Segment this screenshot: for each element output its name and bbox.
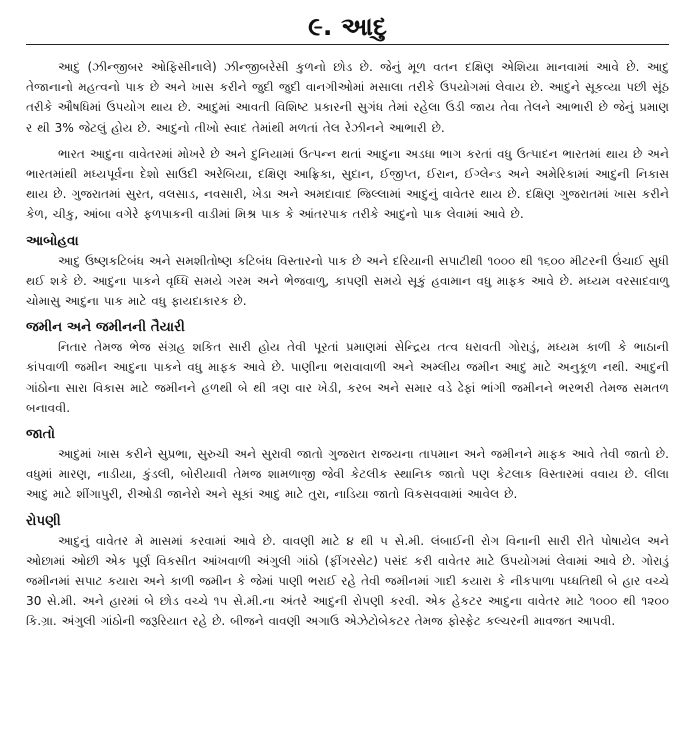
section-body-soil: નિતાર તેમજ ભેજ સંગ્રહ શકિત સારી હોય તેવી પૂરતાં પ્રમાણમાં સેન્દ્રિય તત્વ ધરાવતી ગોરાડું, મધ્યમ કાળી કે ભાઠાની કાંપવાળી જમીન આદુના પાકને વધુ માફક આવે છે. પાણીના ભરાવાવાળી અને અમ્લીય જમીન આદુ માટે અનુકૂળ નથી. આદુની ગાંઠોના સારા વિકાસ માટે જમીનને હળથી બે થી ત્રણ વાર ખેડી, કરબ અને સમાર વડે ઢેફાં ભાંગી જમીનને ભરભરી તેમજ સમતળ બનાવવી. [26, 340, 670, 415]
intro-paragraph-1: આદુ (ઝીન્જીબર ઓફિસીનાલે) ઝીન્જીબરેસી કુળનો છોડ છે. જેનું મૂળ વતન દક્ષિણ એશિયા માનવામાં આવે છે. આદુ તેજાનાનો મહત્વનો પાક છે અને ખાસ કરીને જુદી જુદી વાનગીઓમાં મસાલા તરીકે ઉપયોગમાં લેવાય છે. આદુને સૂકવ્યા પછી સૂંઠ તરીકે ઔષધિમાં ઉપયોગ થાય છે. આદુમાં આવતી વિશિષ્ટ પ્રકારની સુગંધ તેમાં રહેલા ઉડી જાય તેવા તેલને આભારી છે જેનું પ્રમાણ ર થી 3% જેટલું હોય છે. આદુનો તીખો સ્વાદ તેમાંથી મળતાં તેલ રેઝીનને આભારી છે. [26, 60, 669, 135]
section-heading-soil: જમીન અને જમીનની તૈયારી [26, 319, 185, 336]
section-heading-planting: રોપણી [26, 512, 61, 529]
section-body-planting: આદુનું વાવેતર મે માસમાં કરવામાં આવે છે. વાવણી માટે ૪ થી ૫ સે.મી. લંબાઈની રોગ વિનાની સારી રીતે પોષાયેલ અને ઓછામાં ઓછી એક પૂર્ણ વિકસીત આંખવાળી અંગુલી ગાંઠો (ફીંગરસેટ) પસંદ કરી વાવેતર માટે ઉપયોગમાં લેવામાં આવે છે. ગોરાડું જમીનમાં સપાટ કયારા અને કાળી જમીન કે જેમાં પાણી ભરાઈ રહે તેવી જમીનમાં ગાદી કયારા કે નીકપાળા પધ્ધતિથી બે હાર વચ્ચે 30 સે.મી. અને હારમાં બે છોડ વચ્ચે ૧૫ સે.મી.ના અંતરે આદુની રોપણી કરવી. એક હેકટર આદુના વાવેતર માટે ૧૦૦૦ થી ૧૨૦૦ કિ.ગ્રા. અંગુલી ગાંઠોની જરૂરિયાત રહે છે. બીજને વાવણી અગાઉ એઝેટોબેકટર તેમજ ફોસ્ફેટ કલ્ચરની માવજત આપવી. [26, 533, 669, 629]
section-body-climate: આદુ ઉષ્ણકટિબંધ અને સમશીતોષ્ણ કટિબંધ વિસ્તારનો પાક છે અને દરિયાની સપાટીથી ૧૦૦૦ થી ૧૬૦૦ મીટરની ઉંચાઈ સુધી થઈ શકે છે. આદુના પાકને વૃધ્ધિ સમયે ગરમ અને ભેજવાળુ, કાપણી સમયે સૂકું હવામાન વધુ માફક આવે છે. મધ્યમ વરસાદવાળુ ચોમાસુ આદુના પાક માટે વધુ ફાયદાકારક છે. [26, 253, 669, 309]
title-divider [26, 44, 669, 45]
intro-paragraph-2: ભારત આદુના વાવેતરમાં મોખરે છે અને દુનિયામાં ઉત્પન્ન થતાં આદુના અડધા ભાગ કરતાં વધુ ઉત્પાદન ભારતમાં થાય છે અને ભારતમાંથી મધ્યપૂર્વના દેશો સાઉદી અરેબિયા, દક્ષિણ આફ્રિકા, સુદાન, ઈજીપ્ત, ઈરાન, ઈગ્લેન્ડ અને અમેરિકામાં આદુની નિકાસ થાય છે. ગુજરાતમાં સુરત, વલસાડ, નવસારી, ખેડા અને અમદાવાદ જિલ્લામાં આદુનું વાવેતર થાય છે. દક્ષિણ ગુજરાતમાં ખાસ કરીને કેળ, ચીકુ, આંબા વગેરે ફળપાકની વાડીમાં મિશ્ર પાક કે આંતરપાક તરીકે આદુનો પાક લેવામાં આવે છે. [26, 146, 669, 222]
section-body-varieties: આદુમાં ખાસ કરીને સુપ્રભા, સુરુચી અને સુરાવી જાતો ગુજરાત રાજયના તાપમાન અને જમીનને માફક આવે તેવી જાતો છે. વધુમાં મારણ, નાડીયા, કુંડલી, બોરીયાવી તેમજ શામળાજી જેવી કેટલીક સ્થાનિક જાતો પણ કેટલાક વિસ્તારમાં વવાય છે. લીલા આદુ માટે શીંગાપુરી, રીઓડી જાનેરો અને સૂકાં આદુ માટે તુરા, નાડિયા જાતો વિકસવવામાં આવેલ છે. [26, 447, 669, 502]
chapter-title: ૯. આદુ [308, 12, 387, 41]
section-heading-climate: આબોહવા [26, 232, 79, 249]
section-heading-varieties: જાતો [26, 426, 56, 443]
